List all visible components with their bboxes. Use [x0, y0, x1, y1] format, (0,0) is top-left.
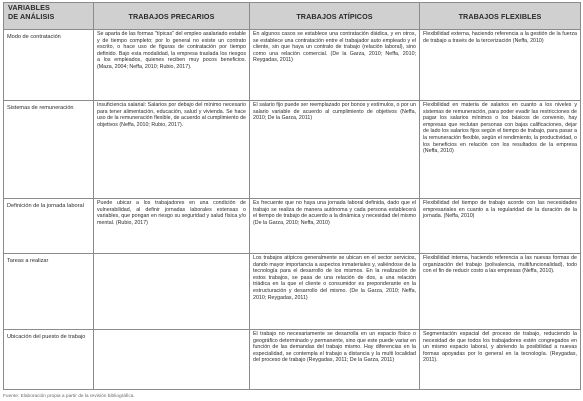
header-atipicos: TRABAJOS ATÍPICOS	[250, 3, 420, 30]
header-variables: VARIABLES DE ANÁLISIS	[4, 3, 94, 30]
atipicos-cell: Es frecuente que no haya una jornada laboral definida, dado que el trabajo se realiza de manera autónoma y cada persona establecerá el tiempo de trabajo de acuerdo a la dinámica y necesidad del mismo (De la Garza, 2010; Neffa, 2010)	[250, 199, 420, 254]
flexibles-cell: Segmentación espacial del proceso de trabajo, reduciendo la necesidad de que todos los trabajadores estén congregados en un mismo espacio laboral, y abriendo la posibilidad a nuevas formas apoyadas por lo general en la tecnología. (Reygadas, 2011).	[420, 330, 581, 390]
variable-cell: Tareas a realizar	[4, 254, 94, 330]
flexibles-cell: Flexibilidad en materia de salarios en cuanto a los niveles y sistemas de remuneración, para poder evadir las restricciones de pagar los salarios mínimos o los básicos de convenio, hay empresas que reclutan personas con bajas calificaciones, dejar de lado los salarios fijos según el tiempo de trabajo, para pasar a la remuneración flexible, según el rendimiento, la productividad, o los beneficios en relación con los resultados de la empresa (Neffa, 2010)	[420, 101, 581, 199]
header-flexibles: TRABAJOS FLEXIBLES	[420, 3, 581, 30]
atipicos-cell: Los trabajos atípicos generalmente se ubican en el sector servicios, dando mayor importancia a aspectos inmateriales y, valiéndose de la tecnología para el desarrollo de los mismos. En la realización de estos trabajos, se pasa de una relación de dos, a una relación triádica en la que el cliente o consumidor es preponderante en la estructuración y desarrollo del mismo. (De la Garza, 2010; Neffa, 2010; Reygadas, 2011)	[250, 254, 420, 330]
variable-cell: Ubicación del puesto de trabajo	[4, 330, 94, 390]
atipicos-cell: El trabajo no necesariamente se desarrolla en un espacio físico o geográfico determinado y permanente, sino que este puede variar en función de las demandas del trabajo mismo. Hay diferencias en la especialidad, se contempla el trabajo a distancia y la multi localidad del proceso de trabajo (Reygadas, 2011; De la Garza, 2011)	[250, 330, 420, 390]
table-row	[4, 199, 581, 254]
header-row	[4, 3, 581, 30]
comparison-table	[3, 2, 581, 390]
flexibles-cell: Flexibilidad externa, haciendo referencia a la gestión de la fuerza de trabajo a través de la tercerización (Neffa, 2010)	[420, 30, 581, 101]
table-row	[4, 330, 581, 390]
precarios-cell: Puede ubicar a los trabajadores en una condición de vulnerabilidad, al definir jornadas laborales extensas o variables, que pongan en riesgo su seguridad y salud física y/o mental. (Rubio, 2017)	[94, 199, 250, 254]
table-row	[4, 101, 581, 199]
flexibles-cell: Flexibilidad interna, haciendo referencia a las nuevas formas de organización del trabajo (polivalencia, multifuncionalidad), todo con el fin de reducir costo a las empresas (Neffa, 2010).	[420, 254, 581, 330]
precarios-cell	[94, 254, 250, 330]
flexibles-cell: Flexibilidad del tiempo de trabajo acorde con las necesidades empresariales en cuanto a la regularidad de la duración de la jornada. (Neffa, 2010)	[420, 199, 581, 254]
source-footnote: Fuente: Elaboración propia a partir de la revisión bibliográfica.	[3, 394, 135, 399]
precarios-cell: Insuficiencia salarial: Salarios por debajo del mínimo necesario para tener alimentación, educación, salud y vivienda. Se hace uso de la remuneración flexible, de acuerdo al cumplimiento de objetivos (Neffa, 2010; Rubio, 2017).	[94, 101, 250, 199]
header-precarios: TRABAJOS PRECARIOS	[94, 3, 250, 30]
table-row	[4, 30, 581, 101]
atipicos-cell: En algunos casos se establece una contratación diádica, y en otros, se establece una contratación entre el trabajador auto empleado y el cliente, sin que haya un contrato de trabajo (relación laboral), sino como una relación comercial. (De la Garza, 2010; Neffa, 2010; Reygadas, 2011)	[250, 30, 420, 101]
variable-cell: Sistemas de remuneración	[4, 101, 94, 199]
precarios-cell: Se aparta de las formas "típicas" del empleo asalariado estable y de tiempo completo; por lo general no existe un contrato escrito, o hace uso de figuras de contratación por tiempo definido. Bajo esta modalidad, la empresa traslada los riesgos a los empleados, quienes reciben muy pocos beneficios. (Maza, 2004; Neffa, 2010; Rubio, 2017).	[94, 30, 250, 101]
precarios-cell	[94, 330, 250, 390]
atipicos-cell: El salario fijo puede ser reemplazado por bonos y estímulos, o por un salario variable de acuerdo al cumplimiento de objetivos (Neffa, 2010; De la Garza, 2011)	[250, 101, 420, 199]
variable-cell: Modo de contratación	[4, 30, 94, 101]
variable-cell: Definición de la jornada laboral	[4, 199, 94, 254]
table-row	[4, 254, 581, 330]
